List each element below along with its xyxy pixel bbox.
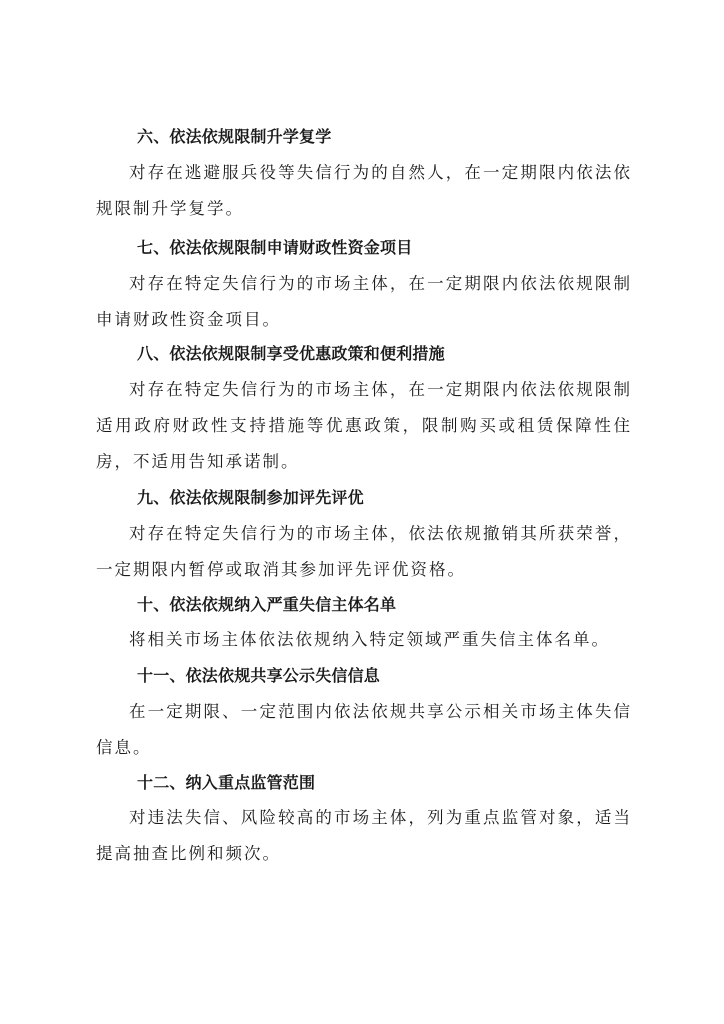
section-heading-10: 十、依法依规纳入严重失信主体名单 xyxy=(137,595,397,614)
section-heading-11: 十一、依法依规共享公示失信信息 xyxy=(137,666,381,685)
section-heading-12: 十二、纳入重点监管范围 xyxy=(137,773,316,792)
section-body-6: 对存在逃避服兵役等失信行为的自然人，在一定期限内依法依规限制升学复学。 xyxy=(96,163,632,218)
section-body-12: 对违法失信、风险较高的市场主体，列为重点监管对象，适当提高抽查比例和频次。 xyxy=(96,808,632,863)
section-body-7: 对存在特定失信行为的市场主体，在一定期限内依法依规限制申请财政性资金项目。 xyxy=(96,274,632,329)
section-heading-7: 七、依法依规限制申请财政性资金项目 xyxy=(137,238,413,257)
section-heading-8: 八、依法依规限制享受优惠政策和便利措施 xyxy=(137,344,445,363)
section-heading-9: 九、依法依规限制参加评先评优 xyxy=(137,488,364,507)
section-body-8: 对存在特定失信行为的市场主体，在一定期限内依法依规限制适用政府财政性支持措施等优惠政策，限制购买或租赁保障性住房，不适用告知承诺制。 xyxy=(96,380,632,471)
section-body-11: 在一定期限、一定范围内依法依规共享公示相关市场主体失信信息。 xyxy=(96,702,632,757)
section-body-10: 将相关市场主体依法依规纳入特定领域严重失信主体名单。 xyxy=(129,630,610,649)
section-heading-6: 六、依法依规限制升学复学 xyxy=(137,127,332,146)
section-body-9: 对存在特定失信行为的市场主体，依法依规撤销其所获荣誉，一定期限内暂停或取消其参加评先评优资格。 xyxy=(96,524,632,579)
